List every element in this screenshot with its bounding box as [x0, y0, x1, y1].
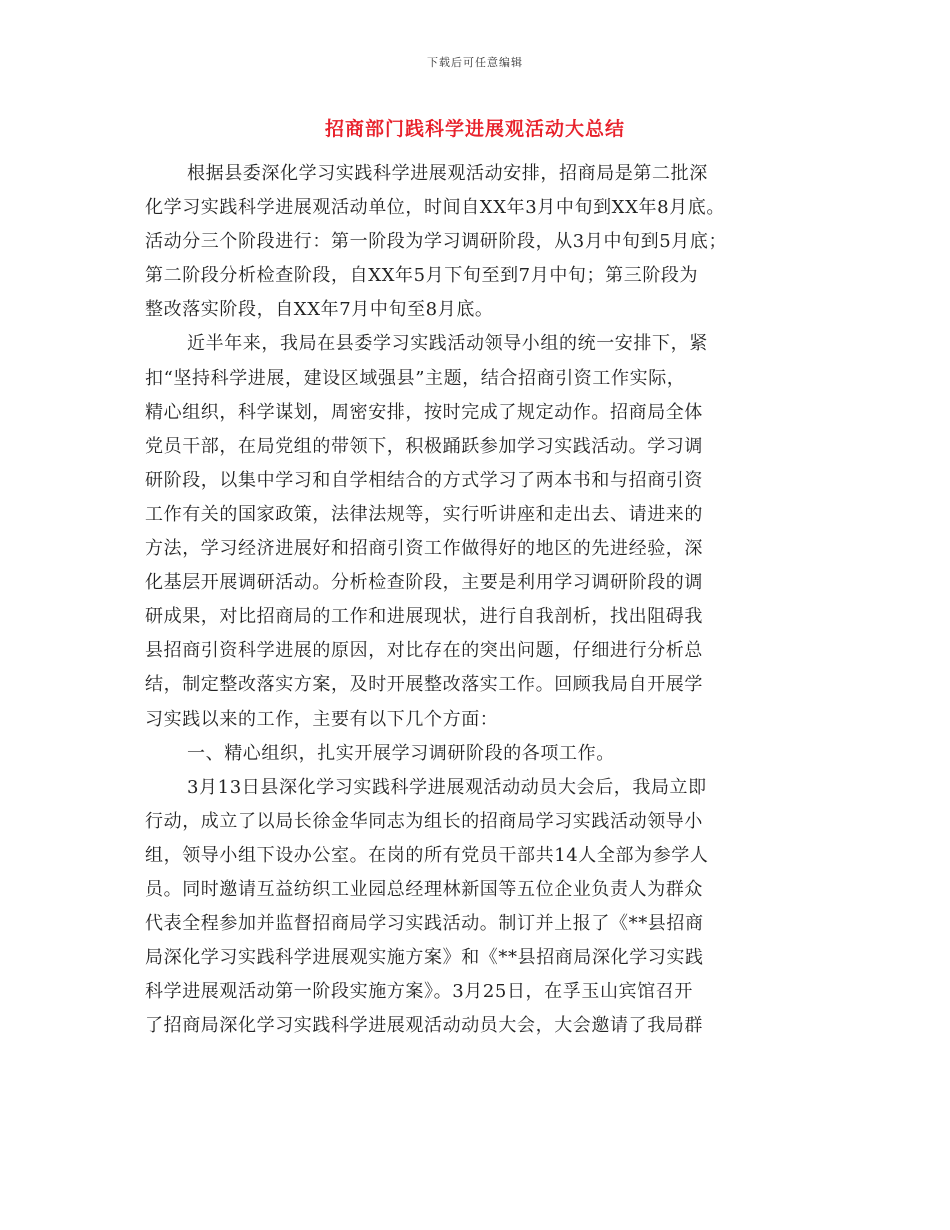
text-line: 局深化学习实践科学进展观实施方案》和《**县招商局深化学习实践	[145, 947, 704, 969]
text-line: 研成果，对比招商局的工作和进展现状，进行自我剖析，找出阻碍我	[145, 606, 703, 628]
text-line: 一、精心组织，扎实开展学习调研阶段的各项工作。	[187, 742, 615, 764]
text-line: 化基层开展调研活动。分析检查阶段，主要是利用学习调研阶段的调	[145, 572, 703, 594]
text-line: 方法，学习经济进展好和招商引资工作做得好的地区的先进经验，深	[145, 538, 703, 560]
page-header-note: 下载后可任意编辑	[427, 56, 523, 69]
text-line: 扣“坚持科学进展，建设区域强县”主题，结合招商引资工作实际，	[145, 367, 686, 389]
text-line: 习实践以来的工作，主要有以下几个方面：	[145, 708, 499, 730]
text-line: 3月13日县深化学习实践科学进展观活动动员大会后，我局立即	[187, 776, 707, 798]
text-line: 整改落实阶段，自XX年7月中旬至8月底。	[145, 299, 494, 321]
document-body	[145, 157, 815, 1043]
text-line: 员。同时邀请互益纺织工业园总经理林新国等五位企业负责人为群众	[145, 878, 703, 900]
text-line: 组，领导小组下设办公室。在岗的所有党员干部共14人全部为参学人	[145, 844, 709, 866]
text-line: 代表全程参加并监督招商局学习实践活动。制订并上报了《**县招商	[145, 913, 704, 935]
document-title: 招商部门践科学进展观活动大总结	[324, 118, 625, 140]
text-line: 化学习实践科学进展观活动单位，时间自XX年3月中旬到XX年8月底。	[145, 197, 725, 219]
text-line: 行动，成立了以局长徐金华同志为组长的招商局学习实践活动领导小	[145, 810, 703, 832]
text-line: 研阶段，以集中学习和自学相结合的方式学习了两本书和与招商引资	[145, 469, 703, 491]
text-line: 了招商局深化学习实践科学进展观活动动员大会，大会邀请了我局群	[145, 1015, 703, 1037]
text-line: 活动分三个阶段进行：第一阶段为学习调研阶段，从3月中旬到5月底；	[145, 231, 728, 253]
text-line: 工作有关的国家政策，法律法规等，实行听讲座和走出去、请进来的	[145, 503, 703, 525]
text-line: 党员干部，在局党组的带领下，积极踊跃参加学习实践活动。学习调	[145, 435, 703, 457]
text-line: 科学进展观活动第一阶段实施方案》。3月25日，在孚玉山宾馆召开	[145, 981, 693, 1003]
text-line: 根据县委深化学习实践科学进展观活动安排，招商局是第二批深	[187, 163, 708, 184]
text-line: 精心组织，科学谋划，周密安排，按时完成了规定动作。招商局全体	[145, 401, 703, 423]
text-line: 县招商引资科学进展的原因，对比存在的突出问题，仔细进行分析总	[145, 640, 703, 662]
text-line: 近半年来，我局在县委学习实践活动领导小组的统一安排下，紧	[187, 333, 708, 355]
text-line: 结，制定整改落实方案，及时开展整改落实工作。回顾我局自开展学	[145, 674, 703, 696]
text-line: 第二阶段分析检查阶段，自XX年5月下旬至到7月中旬；第三阶段为	[145, 265, 699, 287]
